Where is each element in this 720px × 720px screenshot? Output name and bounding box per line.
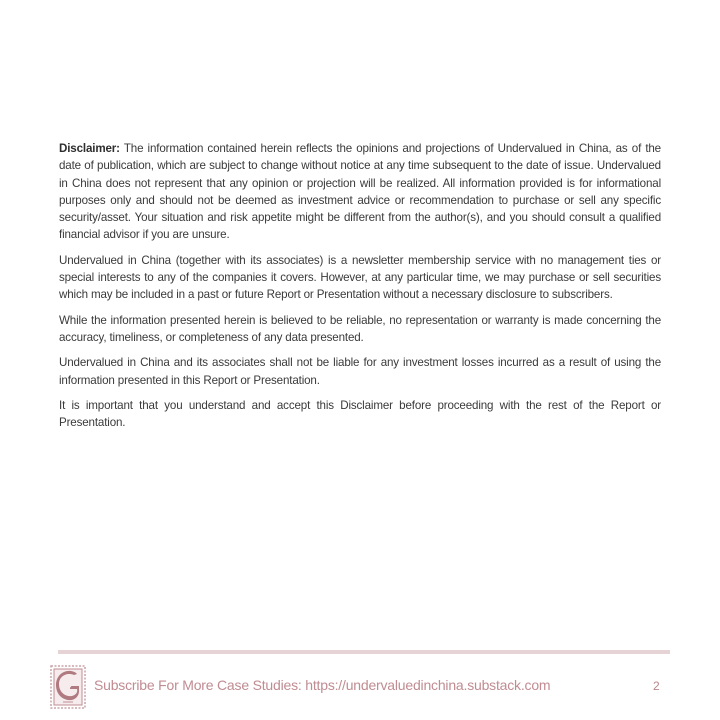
dragon-seal-logo-icon <box>49 664 87 710</box>
disclaimer-paragraph-4: Undervalued in China and its associates shall not be liable for any investment losses incurred as a result of using the information presented in this Report or Presentation. <box>59 356 661 387</box>
disclaimer-paragraph-3: While the information presented herein is believed to be reliable, no representation or warranty is made concerning the accuracy, timeliness, or completeness of any data presented. <box>59 313 661 344</box>
disclaimer-label: Disclaimer: <box>59 142 120 155</box>
subscribe-link[interactable]: Subscribe For More Case Studies: https://undervaluedinchina.substack.com <box>94 677 551 693</box>
disclaimer-paragraph-2: Undervalued in China (together with its associates) is a newsletter membership service with no management ties or special interests to any of the companies it covers. However, at any particular time, we may purchase or sell securities which may be included in a past or future Report or Presentation without a necessary disclosure to subscribers. <box>59 253 661 302</box>
disclaimer-body <box>59 140 661 439</box>
footer-divider <box>58 650 670 654</box>
disclaimer-paragraph-1 <box>59 140 661 244</box>
disclaimer-paragraph-1-text: The information contained herein reflects the opinions and projections of Undervalued in China, as of the date of publication, which are subject to change without notice at any time subsequent to the date of issue. Undervalued in China does not represent that any opinion or projection will be realized. All information provided is for informational purposes only and should not be deemed as investment advice or recommendation to purchase or sell any specific security/asset. Your situation and risk appetite might be different from the author(s), and you should consult a qualified financial advisor if you are unsure. <box>59 142 661 242</box>
page-number: 2 <box>653 679 660 693</box>
disclaimer-paragraph-5: It is important that you understand and accept this Disclaimer before proceeding with the rest of the Report or Presentation. <box>59 398 661 430</box>
